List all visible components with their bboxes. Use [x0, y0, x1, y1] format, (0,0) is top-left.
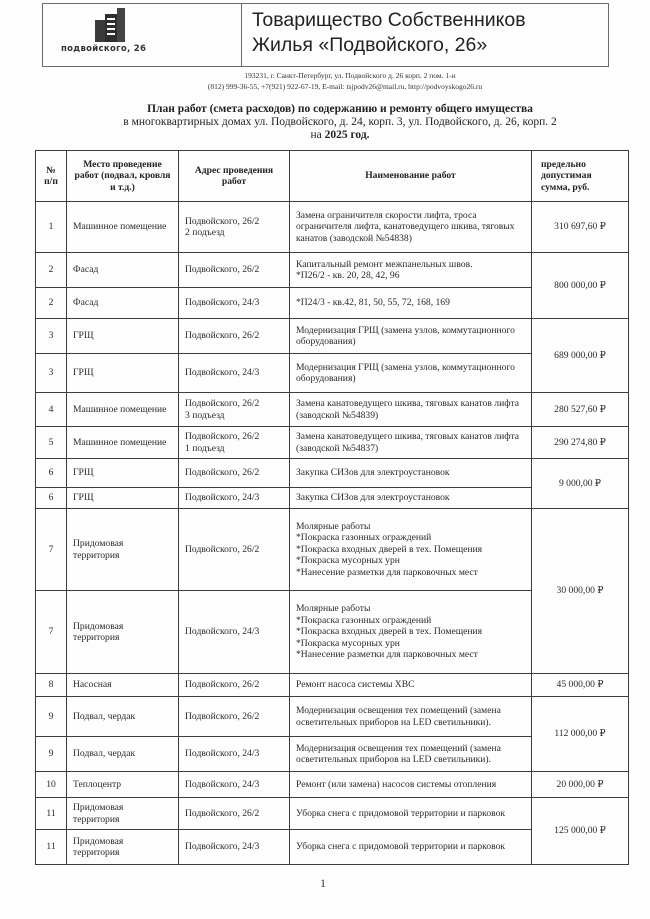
- table-row: [36, 202, 629, 253]
- work-place: Подвал, чердак: [67, 737, 179, 772]
- row-number: 9: [36, 737, 67, 772]
- work-address: Подвойского, 26/2: [179, 253, 290, 288]
- work-description: Модернизация ГРЩ (замена узлов, коммутационного оборудования): [290, 354, 532, 393]
- row-number: 8: [36, 674, 67, 697]
- logo: [43, 4, 242, 66]
- table-row: [36, 459, 629, 488]
- max-amount: 310 697,60 ₽: [532, 202, 629, 253]
- work-place: Подвал, чердак: [67, 697, 179, 737]
- work-description: Уборка снега с придомовой территории и парковок: [290, 830, 532, 865]
- work-address: Подвойского, 26/2: [179, 674, 290, 697]
- max-amount: 800 000,00 ₽: [532, 253, 629, 319]
- work-description: Закупка СИЗов для электроустановок: [290, 459, 532, 488]
- work-description: Модернизация освещения тех помещений (замена осветительных приборов на LED светильники).: [290, 737, 532, 772]
- work-address: Подвойского, 24/3: [179, 488, 290, 509]
- work-address: Подвойского, 24/3: [179, 591, 290, 674]
- work-description-line: *Нанесение разметки для парковочных мест: [296, 566, 478, 578]
- work-description-line: *Покраска мусорных урн: [296, 637, 400, 649]
- work-description: [290, 509, 532, 591]
- title-year: 2025 год.: [324, 129, 370, 141]
- work-place: ГРЩ: [67, 488, 179, 509]
- work-description: *П24/3 - кв.42, 81, 50, 55, 72, 168, 169: [290, 288, 532, 319]
- work-description: [290, 253, 532, 288]
- title-year-prefix: на: [310, 129, 322, 141]
- work-place: ГРЩ: [67, 354, 179, 393]
- work-description: Замена канатоведущего шкива, тяговых канатов лифта (заводской №54839): [290, 393, 532, 427]
- row-number: 1: [36, 202, 67, 253]
- row-number: 10: [36, 772, 67, 798]
- max-amount: 290 274,80 ₽: [532, 427, 629, 459]
- max-amount: 689 000,00 ₽: [532, 319, 629, 393]
- work-place: Машинное помещение: [67, 202, 179, 253]
- table-row: [36, 253, 629, 288]
- org-address: 193231, г. Санкт-Петербург, ул. Подвойского д. 26 корп. 2 пом. 1-н: [244, 71, 456, 80]
- work-description: Замена ограничителя скорости лифта, троса ограничителя лифта, канатоведущего шкива, тяговых канатов (заводской №54838): [290, 202, 532, 253]
- row-number: 6: [36, 488, 67, 509]
- work-description-line: Молярные работы: [296, 603, 371, 615]
- work-description: Закупка СИЗов для электроустановок: [290, 488, 532, 509]
- work-description-line: *Покраска мусорных урн: [296, 555, 400, 567]
- work-address: Подвойского, 26/2: [179, 509, 290, 591]
- page-number: 1: [320, 876, 326, 890]
- header-num: № п/п: [36, 151, 67, 202]
- header-sum: предельно допустимая сумма, руб.: [532, 151, 629, 202]
- work-place: Машинное помещение: [67, 427, 179, 459]
- max-amount: 30 000,00 ₽: [532, 509, 629, 674]
- title-line-2: в многоквартирных домах ул. Подвойского, д. 24, корп. 3, ул. Подвойского, д. 26, корп. 2: [123, 116, 557, 128]
- work-description: Ремонт насоса системы ХВС: [290, 674, 532, 697]
- work-address: Подвойского, 26/2: [179, 697, 290, 737]
- work-address: Подвойского, 24/3: [179, 737, 290, 772]
- row-number: 5: [36, 427, 67, 459]
- work-place: Машинное помещение: [67, 393, 179, 427]
- row-number: 2: [36, 288, 67, 319]
- work-address: Подвойского, 26/2 2 подъезд: [179, 202, 290, 253]
- work-description: Замена канатоведущего шкива, тяговых канатов лифта (заводской №54837): [290, 427, 532, 459]
- work-description-line: *Покраска входных дверей в тех. Помещения: [296, 626, 483, 638]
- header-address: Адрес проведения работ: [179, 151, 290, 202]
- work-description: Ремонт (или замена) насосов системы отопления: [290, 772, 532, 798]
- work-place: Придомовая территория: [67, 798, 179, 830]
- work-description: Модернизация ГРЩ (замена узлов, коммутационного оборудования): [290, 319, 532, 354]
- org-name-line-2: Жилья «Подвойского, 26»: [252, 34, 488, 56]
- work-description-line: Молярные работы: [296, 520, 371, 532]
- work-description-line: Капитальный ремонт межпанельных швов.: [296, 258, 473, 270]
- work-address: Подвойского, 26/2 3 подъезд: [179, 393, 290, 427]
- works-plan-table: [35, 150, 629, 865]
- title-line-1: План работ (смета расходов) по содержанию и ремонту общего имущества: [147, 103, 533, 115]
- row-number: 3: [36, 354, 67, 393]
- org-contacts: (812) 999-36-55, +7(921) 922-67-19, E-mail: tsjpodv26@mail.ru, http://podvoyskogo26.ru: [207, 82, 483, 91]
- work-address: Подвойского, 26/2: [179, 319, 290, 354]
- work-description: Модернизация освещения тех помещений (замена осветительных приборов на LED светильники).: [290, 697, 532, 737]
- building-logo-icon: [93, 8, 133, 42]
- table-row: [36, 798, 629, 830]
- table-header-row: [36, 151, 629, 202]
- table-row: [36, 427, 629, 459]
- table-row: [36, 319, 629, 354]
- row-number: 7: [36, 591, 67, 674]
- work-address: Подвойского, 24/3: [179, 288, 290, 319]
- max-amount: 112 000,00 ₽: [532, 697, 629, 772]
- table-row: [36, 772, 629, 798]
- contacts-block: [0, 70, 650, 92]
- max-amount: 45 000,00 ₽: [532, 674, 629, 697]
- row-number: 4: [36, 393, 67, 427]
- title-line-3: [0, 129, 650, 142]
- row-number: 11: [36, 830, 67, 865]
- work-address: Подвойского, 26/2: [179, 798, 290, 830]
- work-place: Придомовая территория: [67, 509, 179, 591]
- work-address: Подвойского, 26/2 1 подъезд: [179, 427, 290, 459]
- work-place: Фасад: [67, 288, 179, 319]
- work-place: ГРЩ: [67, 459, 179, 488]
- table-row: [36, 509, 629, 591]
- row-number: 11: [36, 798, 67, 830]
- work-description-line: *Нанесение разметки для парковочных мест: [296, 649, 478, 661]
- max-amount: 125 000,00 ₽: [532, 798, 629, 865]
- work-description-line: *Покраска входных дверей в тех. Помещения: [296, 543, 483, 555]
- work-place: Придомовая территория: [67, 830, 179, 865]
- work-place: Фасад: [67, 253, 179, 288]
- work-address: Подвойского, 24/3: [179, 830, 290, 865]
- row-number: 7: [36, 509, 67, 591]
- max-amount: 20 000,00 ₽: [532, 772, 629, 798]
- work-place: Насосная: [67, 674, 179, 697]
- work-place: Теплоцентр: [67, 772, 179, 798]
- table-row: [36, 674, 629, 697]
- document-title: [0, 103, 650, 142]
- row-number: 6: [36, 459, 67, 488]
- work-place: ГРЩ: [67, 319, 179, 354]
- table-row: [36, 697, 629, 737]
- max-amount: 9 000,00 ₽: [532, 459, 629, 509]
- work-address: Подвойского, 24/3: [179, 354, 290, 393]
- work-description-line: *Покраска газонных ограждений: [296, 532, 432, 544]
- work-description: Уборка снега с придомовой территории и парковок: [290, 798, 532, 830]
- work-address: Подвойского, 26/2: [179, 459, 290, 488]
- organization-name: [242, 4, 526, 66]
- row-number: 3: [36, 319, 67, 354]
- letterhead: [42, 3, 609, 67]
- work-address: Подвойского, 24/3: [179, 772, 290, 798]
- org-name-line-1: Товарищество Собственников: [252, 9, 526, 31]
- work-description: [290, 591, 532, 674]
- table-row: [36, 393, 629, 427]
- work-description-line: *П26/2 - кв. 20, 28, 42, 96: [296, 270, 400, 281]
- header-place: Место проведение работ (подвал, кровля и т.д.): [67, 151, 179, 202]
- row-number: 2: [36, 253, 67, 288]
- work-description-line: *Покраска газонных ограждений: [296, 614, 432, 626]
- max-amount: 280 527,60 ₽: [532, 393, 629, 427]
- row-number: 9: [36, 697, 67, 737]
- header-works: Наименование работ: [290, 151, 532, 202]
- work-place: Придомовая территория: [67, 591, 179, 674]
- logo-text: подвойского, 26: [61, 44, 147, 54]
